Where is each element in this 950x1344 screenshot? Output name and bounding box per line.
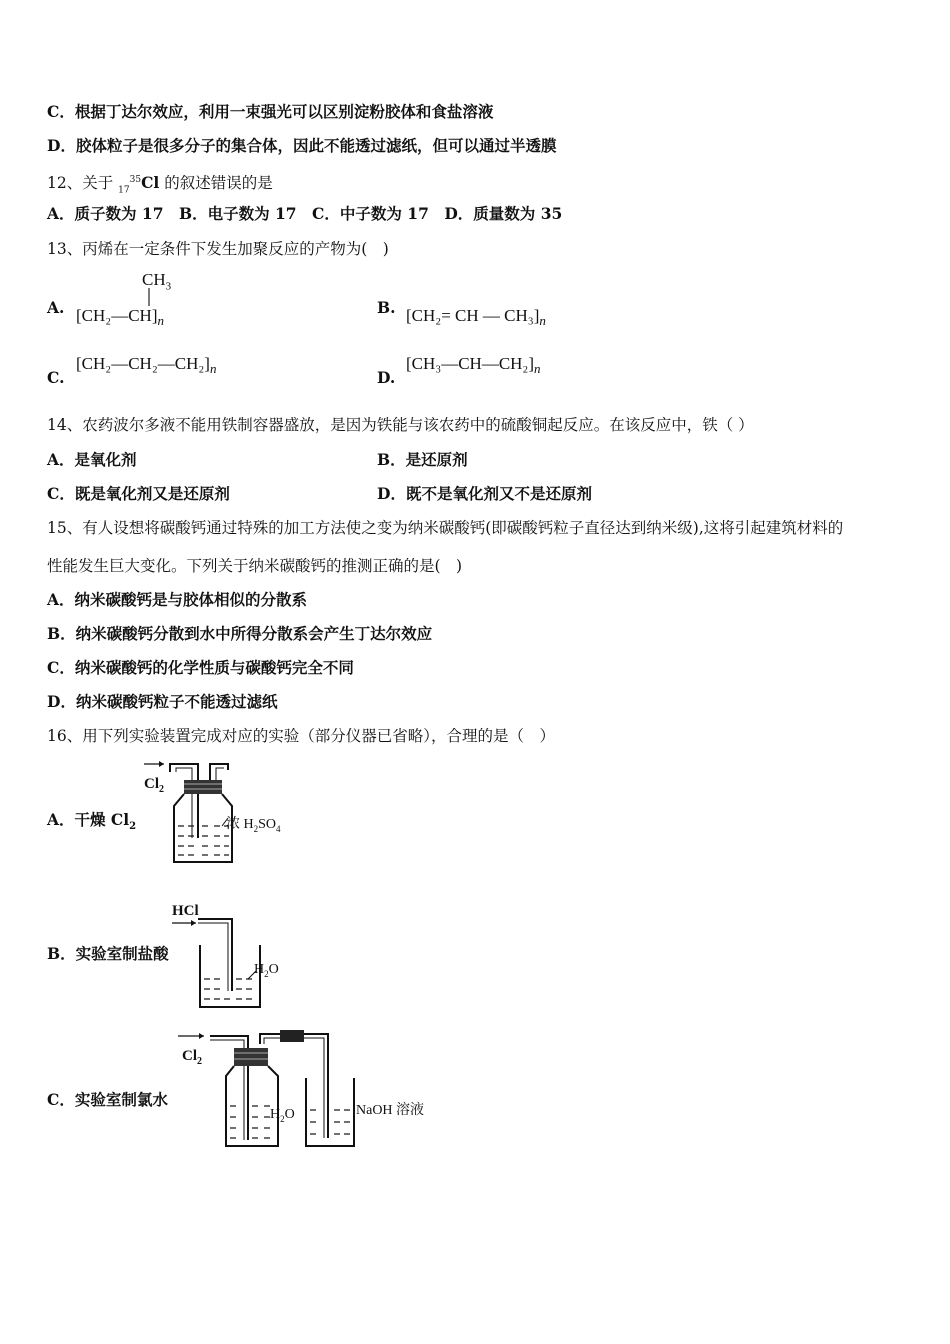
q13-formula-c: $[CH_2—CH_2—CH_2]_n$ <box>76 354 217 376</box>
q13-formula-b: [CH₂= CH — $CH_3]_n$ <box>406 306 546 328</box>
q11-option-d: D．胶体粒子是很多分子的集合体，因此不能透过滤纸，但可以通过半透膜 <box>47 136 557 155</box>
figure-c-chlorine-water <box>170 1022 450 1152</box>
q12-element: Cl <box>141 173 160 193</box>
q15-stem-line1: 15、有人设想将碳酸钙通过特殊的加工方法使之变为纳米碳酸钙(即碳酸钙粒子直径达到纳米级),这将引起建筑材料的 <box>47 519 844 537</box>
q16-stem: 16、用下列实验装置完成对应的实验（部分仪器已省略），合理的是（ ） <box>47 727 555 745</box>
svg-text:NaOH 溶液: NaOH 溶液 <box>356 1103 425 1118</box>
figure-b-hcl-absorption <box>170 895 320 1015</box>
figure-a-drying-bottle <box>140 758 300 868</box>
svg-text:H2O: $H_2O$ <box>254 962 279 979</box>
q15-option-a: A．纳米碳酸钙是与胶体相似的分散系 <box>47 590 308 609</box>
q13-formula-a: $[CH_2—CH]_n$ <box>76 306 164 328</box>
q13-label-a: A. <box>47 298 65 317</box>
q14-option-c: C．既是氧化剂又是还原剂 <box>47 484 230 503</box>
q12-stem <box>47 170 273 200</box>
q13-stem: 13、丙烯在一定条件下发生加聚反应的产物为( ) <box>47 240 389 258</box>
q13-label-d: D. <box>377 368 396 387</box>
svg-text:HCl: HCl <box>172 903 199 919</box>
q14-option-d: D．既不是氧化剂又不是还原剂 <box>377 484 592 503</box>
q12-atomic-number: 17 <box>118 185 130 196</box>
q13-label-c: C. <box>47 368 65 387</box>
q15-option-c: C．纳米碳酸钙的化学性质与碳酸钙完全不同 <box>47 658 354 677</box>
q12-prefix: 12、关于 <box>47 174 119 193</box>
svg-text:Cl2: $Cl_2$ <box>182 1048 202 1067</box>
q13-formula-d: $[CH_3—CH—CH_2]_n$ <box>406 354 541 376</box>
q15-stem-line2: 性能发生巨大变化。下列关于纳米碳酸钙的推测正确的是( ) <box>47 557 463 575</box>
q14-stem: 14、农药波尔多液不能用铁制容器盛放，是因为铁能与该农药中的硫酸铜起反应。在该反应中，铁（ ） <box>47 416 754 434</box>
svg-text:浓 H2SO4: 浓 $H_2SO_4$ <box>226 817 281 834</box>
q11-option-c: C．根据丁达尔效应，利用一束强光可以区别淀粉胶体和食盐溶液 <box>47 102 494 121</box>
q12-mass-number: 35 <box>129 175 142 185</box>
q13-formula-a-bond <box>148 288 150 308</box>
svg-text:H2O: $H_2O$ <box>270 1107 295 1124</box>
q16-option-b: B．实验室制盐酸 <box>47 944 169 963</box>
q13-formula-a-methyl: $CH_3$ <box>142 270 172 293</box>
q12-suffix: 的叙述错误的是 <box>159 174 273 193</box>
q14-option-a: A．是氧化剂 <box>47 450 137 469</box>
svg-text:Cl2: $Cl_2$ <box>144 776 164 795</box>
q13-label-b: B. <box>377 298 396 317</box>
q16-option-c: C．实验室制氯水 <box>47 1090 168 1109</box>
q12-options: A．质子数为 17 B．电子数为 17 C．中子数为 17 D．质量数为 35 <box>47 204 563 223</box>
q15-option-d: D．纳米碳酸钙粒子不能透过滤纸 <box>47 692 278 711</box>
q16-option-a: A．干燥 $Cl_2$ <box>47 810 137 833</box>
q15-option-b: B．纳米碳酸钙分散到水中所得分散系会产生丁达尔效应 <box>47 624 433 643</box>
q14-option-b: B．是还原剂 <box>377 450 468 469</box>
